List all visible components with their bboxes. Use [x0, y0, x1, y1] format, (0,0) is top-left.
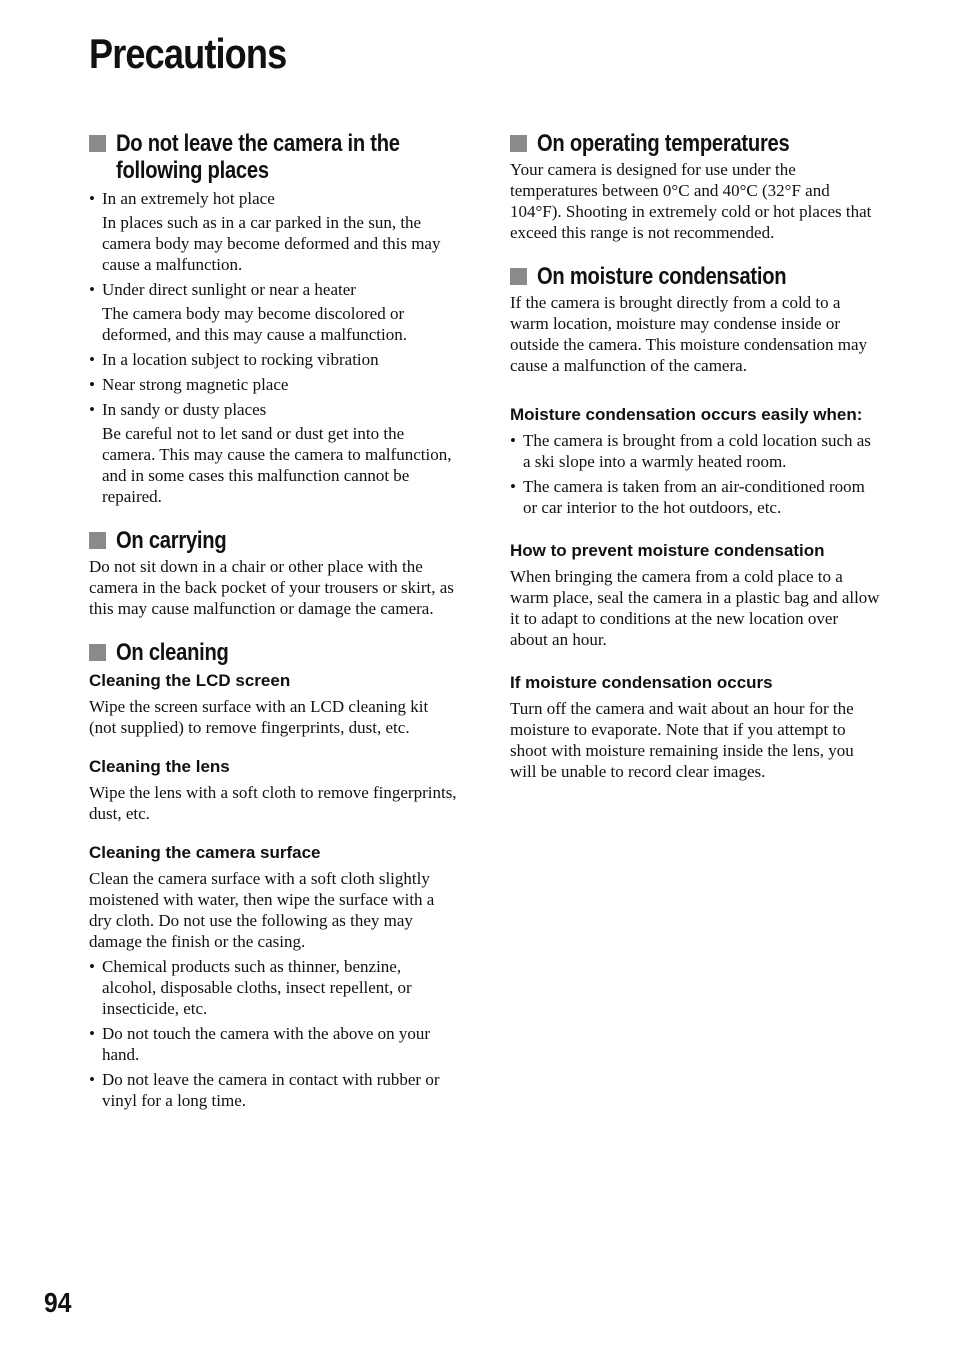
bullet-icon: •: [89, 189, 95, 208]
section-heading: On carrying: [89, 527, 457, 554]
list-item: • Under direct sunlight or near a heater The camera body may become discolored or deformed, and this may cause a malfunction.: [89, 279, 457, 345]
condensation-list: [510, 430, 880, 518]
section-heading: On moisture condensation: [510, 263, 880, 290]
square-bullet-icon: [510, 135, 527, 152]
paragraph: When bringing the camera from a cold place to a warm place, seal the camera in a plastic bag and allow it to adapt to conditions at the new location over about an hour.: [510, 567, 880, 649]
places-list: [89, 188, 457, 507]
section-moisture: [510, 263, 880, 782]
bullet-icon: •: [89, 1024, 95, 1043]
page-number: 94: [44, 1287, 72, 1318]
surface-list: [89, 956, 457, 1111]
bullet-icon: •: [89, 350, 95, 369]
bullet-icon: •: [89, 375, 95, 394]
right-column: [510, 130, 880, 802]
list-item: • Do not touch the camera with the above on your hand.: [89, 1024, 431, 1064]
list-item: • The camera is taken from an air-conditioned room or car interior to the hot outdoors, etc.: [510, 477, 865, 517]
list-item: • Chemical products such as thinner, benzine, alcohol, disposable cloths, insect repellent, or insecticide, etc.: [89, 957, 412, 1018]
paragraph: Do not sit down in a chair or other place with the camera in the back pocket of your trousers or skirt, as this may cause malfunction or damage the camera.: [89, 557, 454, 618]
bullet-icon: •: [89, 280, 95, 299]
list-item: • In a location subject to rocking vibration: [89, 350, 379, 369]
list-item: • Do not leave the camera in contact with rubber or vinyl for a long time.: [89, 1070, 440, 1110]
subheading: Cleaning the LCD screen: [89, 671, 291, 690]
subheading: Cleaning the camera surface: [89, 843, 321, 862]
subheading: Cleaning the lens: [89, 757, 230, 776]
section-temperatures: [510, 130, 880, 243]
list-item: • In an extremely hot place In places such as in a car parked in the sun, the camera body may become deformed and this may cause a malfunction.: [89, 188, 457, 275]
paragraph: Wipe the lens with a soft cloth to remove fingerprints, dust, etc.: [89, 783, 457, 823]
section-carrying: [89, 527, 457, 619]
paragraph: Clean the camera surface with a soft cloth slightly moistened with water, then wipe the surface with a dry cloth. Do not use the following as they may damage the finish or the casing.: [89, 869, 435, 951]
section-heading: Do not leave the camera in the following places: [89, 130, 457, 184]
paragraph: Your camera is designed for use under the temperatures between 0°C and 40°C (32°F and 104°F). Shooting in extremely cold or hot places that exceed this range is not recommended.: [510, 160, 872, 242]
square-bullet-icon: [510, 268, 527, 285]
bullet-icon: •: [89, 400, 95, 419]
square-bullet-icon: [89, 135, 106, 152]
bullet-icon: •: [510, 431, 516, 450]
subheading: How to prevent moisture condensation: [510, 541, 825, 560]
list-item: • Near strong magnetic place: [89, 375, 289, 394]
page-title: Precautions: [89, 30, 287, 77]
section-heading: On cleaning: [89, 639, 457, 666]
list-item-detail: In places such as in a car parked in the sun, the camera body may become deformed and this may cause a malfunction.: [102, 213, 441, 274]
section-cleaning: [89, 639, 457, 1111]
bullet-icon: •: [89, 1070, 95, 1089]
paragraph: Turn off the camera and wait about an hour for the moisture to evaporate. Note that if you attempt to shoot with moisture remaining inside the lens, you will be unable to record clear images.: [510, 699, 854, 781]
left-column: [89, 130, 457, 1131]
square-bullet-icon: [89, 532, 106, 549]
square-bullet-icon: [89, 644, 106, 661]
bullet-icon: •: [89, 957, 95, 976]
list-item-detail: Be careful not to let sand or dust get into the camera. This may cause the camera to malfunction, and in some cases this malfunction cannot be repaired.: [102, 424, 452, 506]
bullet-icon: •: [510, 477, 516, 496]
list-item: • In sandy or dusty places Be careful not to let sand or dust get into the camera. This may cause the camera to malfunction, and in some cases this malfunction cannot be repaired.: [89, 399, 457, 507]
list-item-detail: The camera body may become discolored or deformed, and this may cause a malfunction.: [102, 304, 407, 344]
subheading: Moisture condensation occurs easily when:: [510, 405, 863, 424]
paragraph: Wipe the screen surface with an LCD cleaning kit (not supplied) to remove fingerprints, dust, etc.: [89, 697, 429, 737]
subheading: If moisture condensation occurs: [510, 673, 773, 692]
paragraph: If the camera is brought directly from a cold to a warm location, moisture may condense inside or outside the camera. This moisture condensation may cause a malfunction of the camera.: [510, 293, 868, 375]
section-heading: On operating temperatures: [510, 130, 880, 157]
list-item: • The camera is brought from a cold location such as a ski slope into a warmly heated room.: [510, 431, 871, 471]
section-places: [89, 130, 457, 507]
